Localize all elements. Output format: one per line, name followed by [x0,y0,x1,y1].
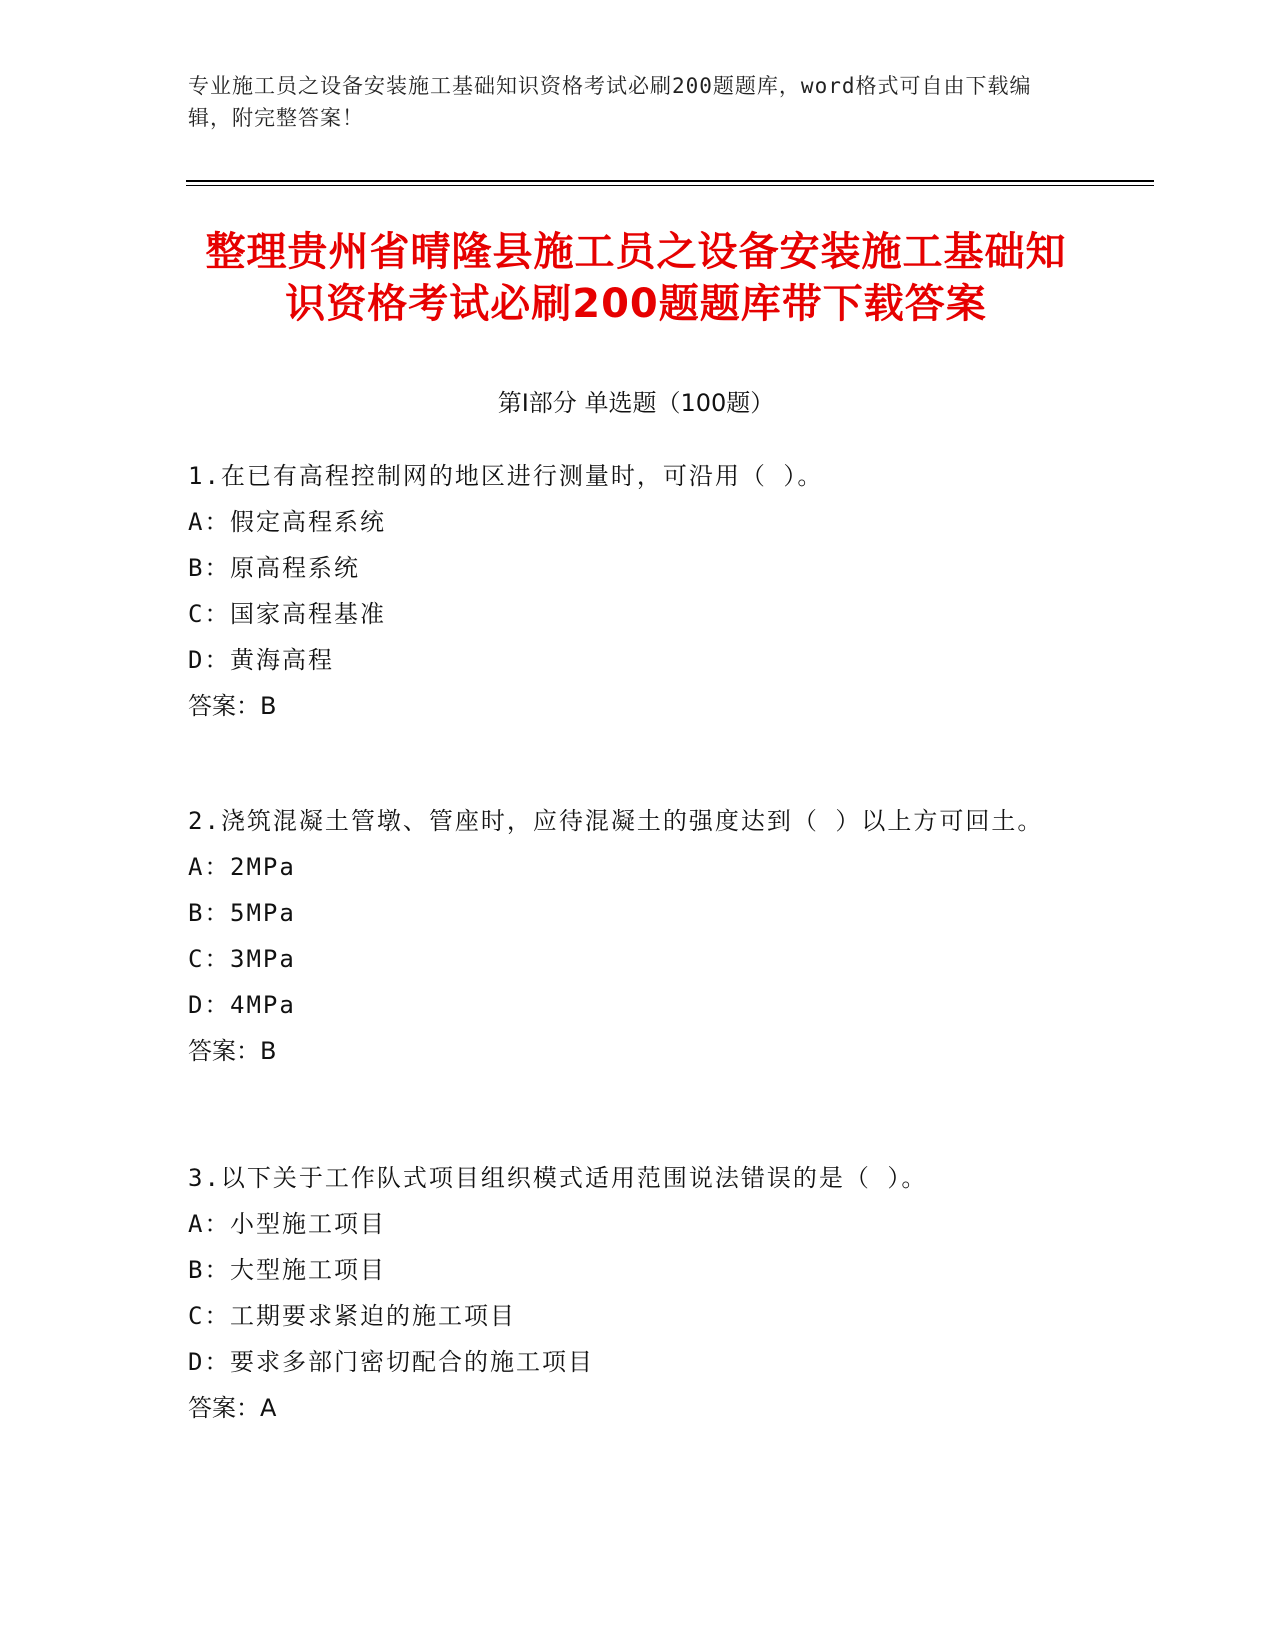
option-c [188,591,1068,637]
option-text: 黄海高程 [230,646,334,674]
option-letter: D： [188,1348,231,1376]
option-text: 3MPa [230,945,296,973]
question-2 [188,798,1068,1074]
option-c [188,1293,1068,1339]
option-letter: B： [188,554,231,582]
header-note: 专业施工员之设备安装施工基础知识资格考试必刷200题题库，word格式可自由下载编辑，附完整答案！ [188,74,1032,130]
option-b [188,545,1068,591]
option-text: 2MPa [230,853,296,881]
option-letter: B： [188,899,231,927]
option-b [188,890,1068,936]
option-letter: B： [188,1256,231,1284]
question-stem: 2.浇筑混凝土管墩、管座时，应待混凝土的强度达到（ ）以上方可回土。 [188,807,1044,835]
option-letter: C： [188,1302,231,1330]
option-letter: C： [188,600,231,628]
option-a [188,844,1068,890]
option-text: 国家高程基准 [230,600,386,628]
option-text: 4MPa [230,991,296,1019]
option-d [188,637,1068,683]
option-text: 原高程系统 [230,554,360,582]
answer-line: 答案：B [188,1037,277,1065]
option-text: 大型施工项目 [230,1256,386,1284]
option-text: 工期要求紧迫的施工项目 [230,1302,516,1330]
option-b [188,1247,1068,1293]
option-d [188,982,1068,1028]
option-a [188,499,1068,545]
question-stem: 3.以下关于工作队式项目组织模式适用范围说法错误的是（ ）。 [188,1164,928,1192]
option-text: 假定高程系统 [230,508,386,536]
answer-line: 答案：A [188,1394,277,1422]
option-letter: C： [188,945,231,973]
option-letter: D： [188,646,231,674]
question-stem: 1.在已有高程控制网的地区进行测量时，可沿用（ ）。 [188,462,824,490]
option-d [188,1339,1068,1385]
option-a [188,1201,1068,1247]
section-heading: 第Ⅰ部分 单选题（100题） [497,389,775,417]
answer-line: 答案：B [188,692,277,720]
option-text: 5MPa [230,899,296,927]
header-divider-thin [186,185,1154,186]
option-letter: A： [188,508,231,536]
header-divider-thick [186,180,1154,182]
option-c [188,936,1068,982]
question-3 [188,1155,1068,1431]
option-letter: A： [188,853,231,881]
option-letter: A： [188,1210,231,1238]
document-title: 整理贵州省晴隆县施工员之设备安装施工基础知识资格考试必刷200题题库带下载答案 [205,229,1067,327]
option-text: 小型施工项目 [230,1210,386,1238]
option-letter: D： [188,991,231,1019]
option-text: 要求多部门密切配合的施工项目 [230,1348,594,1376]
question-1 [188,453,1068,729]
